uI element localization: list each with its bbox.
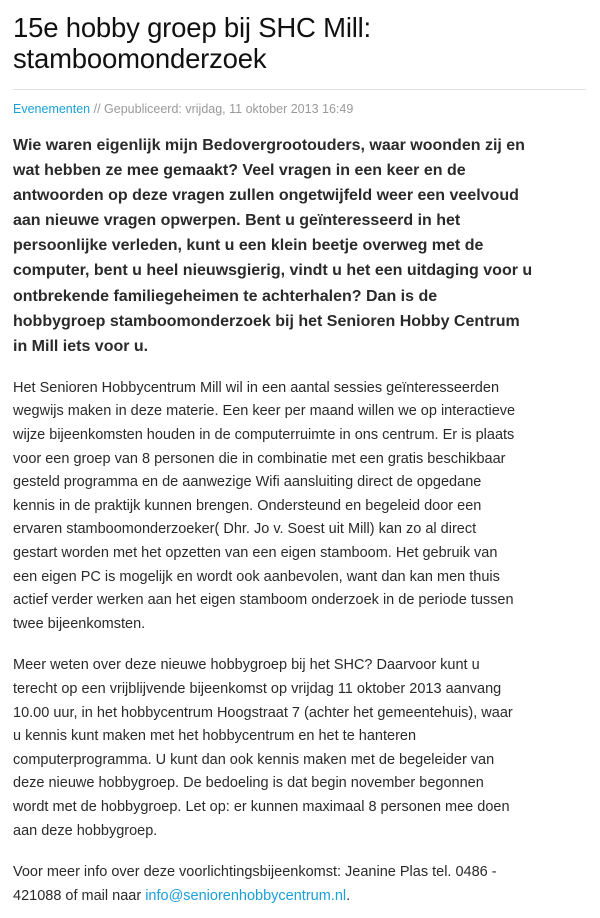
contact-end: .	[346, 887, 351, 904]
article-paragraph-1: Het Senioren Hobbycentrum Mill wil in een aantal sessies geïnteresseerden wegwijs maken in deze materie. Een keer per maand willen we op interactieve wijze bijeenkomsten houden in de computerruimte in ons centrum. Er is plaats voor een groep van 8 personen die in combinatie met een gratis beschikbaar gesteld programma en de aanwezige Wifi aansluiting direct de opgedane kennis in de praktijk kunnen brengen. Ondersteund en begeleid door een ervaren stamboomonderzoeker( Dhr. Jo v. Soest uit Mill) kan zo al direct gestart worden met het opzetten van een eigen stamboom. Het gebruik van een eigen PC is mogelijk en wordt ook aanbevolen, want dan kan men thuis actief verder werken aan het eigen stamboom onderzoek in de periode tussen twee bijeenkomsten.	[13, 379, 516, 632]
meta-separator: //	[90, 102, 105, 116]
article-meta	[13, 89, 586, 117]
article-intro: Wie waren eigenlijk mijn Bedovergrootouders, waar woonden zij en wat hebben ze mee gemaakt? Veel vragen in een keer en de antwoorden op deze vragen zullen ongetwijfeld weer een veelvoud aan nieuwe vragen opwerpen. Bent u geïnteresseerd in het persoonlijke verleden, kunt u een klein beetje overweg met de computer, bent u heel nieuwsgierig, vindt u het een uitdaging voor u ontbrekende familiegeheimen te achterhalen? Dan is de hobbygroep stamboomonderzoek bij het Senioren Hobby Centrum in Mill iets voor u.	[13, 137, 533, 355]
contact-paragraph	[13, 861, 586, 908]
email-link[interactable]: info@seniorenhobbycentrum.nl	[145, 887, 347, 904]
article-title: 15e hobby groep bij SHC Mill: stamboomonderzoek	[13, 12, 371, 74]
published-date: Gepubliceerd: vrijdag, 11 oktober 2013 16:49	[104, 102, 354, 116]
category-link[interactable]: Evenementen	[13, 102, 91, 116]
contact-text: Voor meer info over deze voorlichtingsbijeenkomst: Jeanine Plas tel. 0486 - 421088 of mail naar	[13, 864, 497, 904]
article-paragraph-2: Meer weten over deze nieuwe hobbygroep bij het SHC? Daarvoor kunt u terecht op een vrijblijvende bijeenkomst op vrijdag 11 oktober 2013 aanvang 10.00 uur, in het hobbycentrum Hoogstraat 7 (achter het gemeentehuis), waar u kennis kunt maken met het hobbycentrum en het te hanteren computerprogramma. U kunt dan ook kennis maken met de begeleider van deze nieuwe hobbygroep. De bedoeling is dat begin november begonnen wordt met de hobbygroep. Let op: er kunnen maximaal 8 personen mee doen aan deze hobbygroep.	[13, 657, 513, 839]
